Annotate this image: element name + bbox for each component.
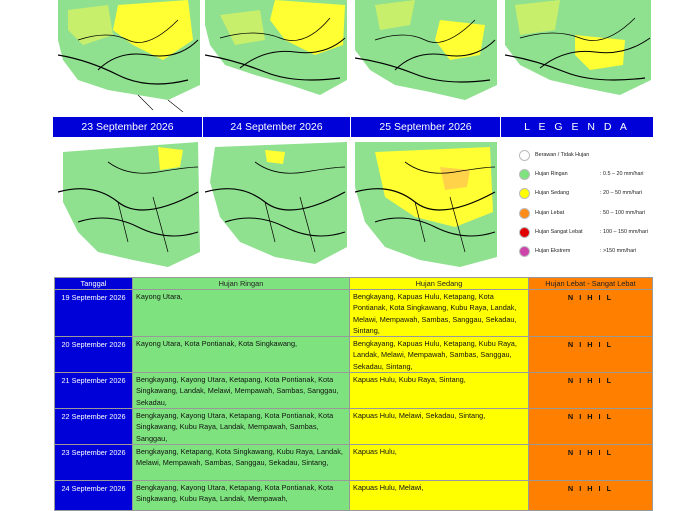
legend-range: : 0.5 – 20 mm/hari [600, 171, 644, 177]
legend-label: Berawan / Tidak Hujan [535, 152, 590, 158]
legend-swatch [519, 169, 530, 180]
row-date: 24 September 2026 [55, 481, 133, 511]
row-ringan: Bengkayang, Kayong Utara, Ketapang, Kota Pontianak, Kota Singkawang, Kubu Raya, Landak, Mempawah, Sambas, Sanggau, [133, 409, 350, 445]
forecast-table [54, 277, 653, 511]
legend-swatch [519, 150, 530, 161]
legend-swatch [519, 188, 530, 199]
legend-item-sedang [519, 187, 642, 199]
row-sedang: Kapuas Hulu, Melawi, Sekadau, Sintang, [350, 409, 529, 445]
row-ringan: Bengkayang, Kayong Utara, Ketapang, Kota Pontianak, Kota Singkawang, Landak, Melawi, Mempawah, Sambas, Sanggau, Sekadau, [133, 373, 350, 409]
row-sedang: Bengkayang, Kapuas Hulu, Ketapang, Kota Pontianak, Kota Singkawang, Kubu Raya, Landak, Melawi, Mempawah, Sambas, Sanggau, Sekadau, Sintang, [350, 290, 529, 337]
row-lebat: N I H I L [529, 445, 653, 481]
rainfall-map-3 [355, 0, 497, 112]
legend-swatch [519, 208, 530, 219]
map-21-september [355, 0, 497, 112]
map-25-september [355, 142, 497, 270]
row-ringan: Kayong Utara, [133, 290, 350, 337]
legend-item-ringan [519, 168, 643, 180]
row-lebat: N I H I L [529, 290, 653, 337]
map-20-september [205, 0, 347, 112]
legend-panel [505, 141, 651, 271]
legend-title: L E G E N D A [524, 121, 630, 133]
legend-range: : >150 mm/hari [600, 248, 637, 254]
date-header-3: 25 September 2026 [351, 117, 501, 137]
row-date: 19 September 2026 [55, 290, 133, 337]
header-hujan-sedang: Hujan Sedang [350, 278, 529, 290]
legend-swatch [519, 227, 530, 238]
table-row [55, 337, 653, 373]
date-header-1: 23 September 2026 [53, 117, 203, 137]
row-ringan: Bengkayang, Ketapang, Kota Singkawang, Kubu Raya, Landak, Melawi, Mempawah, Sambas, Sanggau, Sekadau, Sintang, [133, 445, 350, 481]
row-ringan: Kayong Utara, Kota Pontianak, Kota Singkawang, [133, 337, 350, 373]
rainfall-map-5 [58, 142, 200, 270]
row-date: 20 September 2026 [55, 337, 133, 373]
legend-range: : 20 – 50 mm/hari [600, 190, 642, 196]
legend-item-lebat [519, 207, 645, 219]
legend-range: : 100 – 150 mm/hari [600, 229, 648, 235]
legend-range: : 50 – 100 mm/hari [600, 210, 645, 216]
legend-item-sangat-lebat [519, 226, 648, 238]
row-lebat: N I H I L [529, 373, 653, 409]
row-date: 21 September 2026 [55, 373, 133, 409]
legend-item-berawan [519, 149, 589, 161]
row-lebat: N I H I L [529, 409, 653, 445]
row-date: 22 September 2026 [55, 409, 133, 445]
row-lebat: N I H I L [529, 337, 653, 373]
rainfall-map-2 [205, 0, 347, 112]
date-header-2: 24 September 2026 [203, 117, 351, 137]
row-sedang: Kapuas Hulu, [350, 445, 529, 481]
table-row [55, 445, 653, 481]
rainfall-map-6 [205, 142, 347, 270]
rainfall-map-7 [355, 142, 497, 270]
map-22-september [505, 0, 651, 112]
legend-label: Hujan Ringan [535, 171, 568, 177]
table-row [55, 481, 653, 511]
row-date: 23 September 2026 [55, 445, 133, 481]
row-lebat: N I H I L [529, 481, 653, 511]
legend-swatch [519, 246, 530, 257]
legend-item-ekstrem [519, 245, 636, 257]
table-row [55, 290, 653, 337]
map-19-september [58, 0, 200, 112]
legend-label: Hujan Sangat Lebat [535, 229, 583, 235]
legend-label: Hujan Ekstrem [535, 248, 571, 254]
row-sedang: Kapuas Hulu, Melawi, [350, 481, 529, 511]
header-tanggal: Tanggal [55, 278, 133, 290]
rainfall-map-1 [58, 0, 200, 112]
header-hujan-ringan: Hujan Ringan [133, 278, 350, 290]
table-row [55, 373, 653, 409]
date-header-bar [53, 117, 653, 137]
row-sedang: Bengkayang, Kapuas Hulu, Ketapang, Kubu Raya, Landak, Melawi, Mempawah, Sambas, Sanggau, Sekadau, Sintang, [350, 337, 529, 373]
map-24-september [205, 142, 347, 270]
row-ringan: Bengkayang, Kayong Utara, Ketapang, Kota Pontianak, Kota Singkawang, Kubu Raya, Landak, Mempawah, [133, 481, 350, 511]
row-sedang: Kapuas Hulu, Kubu Raya, Sintang, [350, 373, 529, 409]
map-23-september [58, 142, 200, 270]
legend-label: Hujan Lebat [535, 210, 565, 216]
rainfall-map-4 [505, 0, 651, 112]
table-row [55, 409, 653, 445]
header-hujan-lebat: Hujan Lebat - Sangat Lebat [529, 278, 653, 290]
table-header-row [55, 278, 653, 290]
legend-label: Hujan Sedang [535, 190, 570, 196]
